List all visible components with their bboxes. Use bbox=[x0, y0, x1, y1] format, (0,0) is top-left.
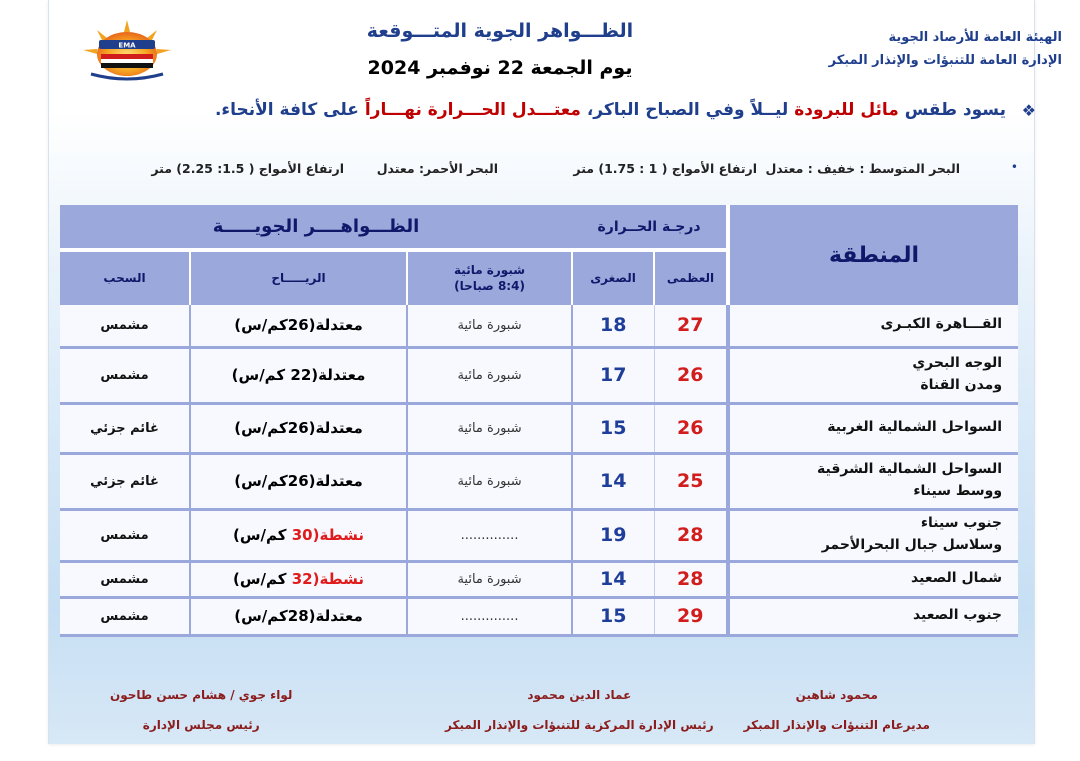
signature-2: عماد الدين محمود رئيس الإدارة المركزية للتنبؤات والإنذار المبكر bbox=[445, 688, 714, 732]
svg-text:EMA: EMA bbox=[118, 41, 136, 50]
wind-cell: معتدلة(26كم/س) bbox=[190, 453, 407, 509]
region-cell: القـــاهرة الكبـرى bbox=[728, 305, 1018, 347]
region-cell: شمال الصعيد bbox=[728, 561, 1018, 597]
table-row bbox=[60, 347, 1018, 403]
region-cell: السواحل الشمالية الشرقية ووسط سيناء bbox=[728, 453, 1018, 509]
max-temp-cell: 28 bbox=[654, 509, 728, 561]
signature-1: محمود شاهين مديرعام التنبؤات والإنذار المبكر bbox=[743, 688, 930, 732]
wind-cell: نشطة(30 كم/س) bbox=[190, 509, 407, 561]
header-max: العظمى bbox=[654, 250, 728, 305]
wind-cell: معتدلة(26كم/س) bbox=[190, 305, 407, 347]
diamond-bullet-icon: ❖ bbox=[1021, 101, 1036, 120]
min-temp-cell: 15 bbox=[572, 597, 654, 635]
page-title: الظـــواهر الجوية المتـــوقعة bbox=[366, 20, 634, 42]
max-temp-cell: 25 bbox=[654, 453, 728, 509]
wind-cell: معتدلة(26كم/س) bbox=[190, 403, 407, 453]
clouds-cell: مشمس bbox=[60, 597, 190, 635]
fog-cell: شبورة مائية bbox=[407, 305, 572, 347]
max-temp-cell: 26 bbox=[654, 403, 728, 453]
forecast-table bbox=[60, 205, 1018, 637]
table-row bbox=[60, 597, 1018, 635]
header-temperature: درجـة الحــرارة bbox=[572, 205, 728, 250]
wind-cell: معتدلة(28كم/س) bbox=[190, 597, 407, 635]
fog-cell: شبورة مائية bbox=[407, 561, 572, 597]
min-temp-cell: 14 bbox=[572, 453, 654, 509]
red-sea-state: البحر الأحمر: معتدل bbox=[376, 161, 498, 176]
fog-cell: شبورة مائية bbox=[407, 453, 572, 509]
clouds-cell: مشمس bbox=[60, 561, 190, 597]
wind-cell: معتدلة(22 كم/س) bbox=[190, 347, 407, 403]
clouds-cell: غائم جزئي bbox=[60, 453, 190, 509]
clouds-cell: غائم جزئي bbox=[60, 403, 190, 453]
max-temp-cell: 26 bbox=[654, 347, 728, 403]
table-row bbox=[60, 305, 1018, 347]
min-temp-cell: 19 bbox=[572, 509, 654, 561]
clouds-cell: مشمس bbox=[60, 347, 190, 403]
bullet-icon: • bbox=[1010, 160, 1018, 174]
table-row bbox=[60, 453, 1018, 509]
region-cell: جنوب الصعيد bbox=[728, 597, 1018, 635]
clouds-cell: مشمس bbox=[60, 305, 190, 347]
min-temp-cell: 18 bbox=[572, 305, 654, 347]
table-row bbox=[60, 561, 1018, 597]
max-temp-cell: 29 bbox=[654, 597, 728, 635]
min-temp-cell: 14 bbox=[572, 561, 654, 597]
header-phenomena: الظـــواهــــر الجويـــــة bbox=[60, 205, 572, 250]
header-wind: الريـــــاح bbox=[190, 250, 407, 305]
fog-cell: .............. bbox=[407, 597, 572, 635]
wind-cell: نشطة(32 كم/س) bbox=[190, 561, 407, 597]
weather-summary: يسود طقس مائل للبرودة ليــلاً وفي الصباح الباكر، معتـــدل الحـــرارة نهـــاراً على كافة الأنحاء. bbox=[214, 100, 1006, 120]
region-cell: السواحل الشمالية الغربية bbox=[728, 403, 1018, 453]
fog-cell: شبورة مائية bbox=[407, 403, 572, 453]
forecast-date: يوم الجمعة 22 نوفمبر 2024 bbox=[367, 57, 633, 79]
max-temp-cell: 28 bbox=[654, 561, 728, 597]
fog-cell: شبورة مائية bbox=[407, 347, 572, 403]
med-sea-waves: ارتفاع الأمواج ( 1 : 1.75) متر bbox=[573, 161, 757, 176]
min-temp-cell: 17 bbox=[572, 347, 654, 403]
ema-logo bbox=[77, 18, 177, 84]
max-temp-cell: 27 bbox=[654, 305, 728, 347]
header-clouds: السحب bbox=[60, 250, 190, 305]
org-name: الهيئة العامة للأرصاد الجوية bbox=[888, 30, 1062, 45]
clouds-cell: مشمس bbox=[60, 509, 190, 561]
region-cell: الوجه البحري ومدن القناة bbox=[728, 347, 1018, 403]
med-sea-state: البحر المتوسط : خفيف : معتدل bbox=[765, 161, 960, 176]
org-department: الإدارة العامة للتنبؤات والإنذار المبكر bbox=[828, 53, 1062, 68]
signature-3: لواء جوي / هشام حسن طاحون رئيس مجلس الإدارة bbox=[110, 688, 293, 732]
region-cell: جنوب سيناء وسلاسل جبال البحرالأحمر bbox=[728, 509, 1018, 561]
red-sea-waves: ارتفاع الأمواج ( 1.5: 2.25) متر bbox=[151, 161, 344, 176]
header-fog: شبورة مائية (8:4 صباحا) bbox=[407, 250, 572, 305]
fog-cell: .............. bbox=[407, 509, 572, 561]
header-region: المنطقة bbox=[728, 205, 1018, 305]
header-min: الصغرى bbox=[572, 250, 654, 305]
table-row bbox=[60, 509, 1018, 561]
table-row bbox=[60, 403, 1018, 453]
min-temp-cell: 15 bbox=[572, 403, 654, 453]
